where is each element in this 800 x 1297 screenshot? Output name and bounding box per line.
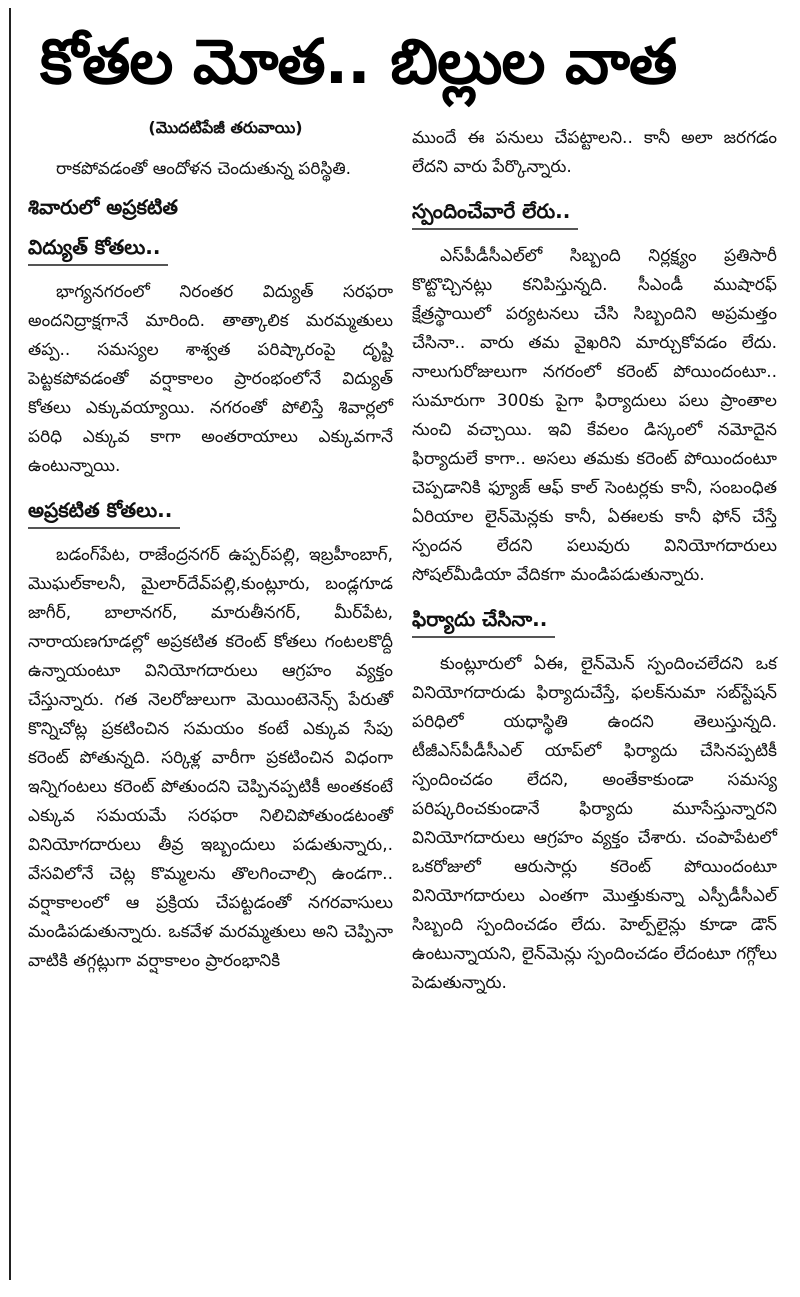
left-para1: భాగ్యనగరంలో నిరంతర విద్యుత్ సరఫరా అందనిద్రాక్షగానే మారింది. తాత్కాలిక మరమ్మతులు తప్ప.. సమస్యల శాశ్వత పరిష్కారంపై దృష్టి పెట్టకపోవడంతో వర్షాకాలం ప్రారంభంలోనే విద్యుత్ కోతలు ఎక్కువయ్యాయి. నగరంతో పోలిస్తే శివార్లలో పరిధి ఎక్కువ కాగా అంతరాయాలు ఎక్కువగానే ఉంటున్నాయి. [28,282,393,476]
headline: కోతల మోత.. బిల్లుల వాత [40,25,677,98]
right-para1: ఎస్‌పీడీసీఎల్‌లో సిబ్బంది నిర్లక్ష్యం ప్రతిసారీ కొట్టొచ్చినట్లు కనిపిస్తున్నది. సీఎండీ ముషారఫ్ క్షేత్రస్థాయిలో పర్యటనలు చేసి సిబ్బందిని అప్రమత్తం చేసినా.. వారు తమ వైఖరిని మార్చుకోవడం లేదు. నాలుగురోజులుగా నగరంలో కరెంట్ పోయిందంటూ.. సుమారుగా 300కు పైగా ఫిర్యాదులు పలు ప్రాంతాల నుంచి వచ్చాయి. ఇవి కేవలం డిస్కంలో నమోదైన ఫిర్యాదులే కాగా.. అసలు తమకు కరెంట్ పోయిందంటూ చెప్పడానికి ఫ్యూజ్ ఆఫ్ కాల్ సెంటర్లకు కానీ, సంబంధిత ఏరియాల లైన్‌మెన్లకు కానీ, ఏఈలకు కానీ ఫోన్ చేస్తే స్పందన లేదని పలువురు వినియోగదారులు సోషల్‌మీడియా వేదికగా మండిపడుతున్నారు. [412,246,777,585]
left-section1-line2: విద్యుత్ కోతలు.. [28,230,168,266]
left-para2: బడంగ్‌పేట, రాజేంద్రనగర్ ఉప్పర్‌పల్లి, ఇబ్రహీంబాగ్, మొఘల్‌కాలనీ, మైలార్‌దేవ్‌పల్లి,కుంట్లూరు, బండ్లగూడ జాగీర్, బాలానగర్, మారుతీనగర్, మీర్‌పేట, నారాయణగూడల్లో అప్రకటిత కరెంట్ కోతలు గంటలకొద్దీ ఉన్నాయంటూ వినియోగదారులు ఆగ్రహం వ్యక్తం చేస్తున్నారు. గత నెలరోజులుగా మెయింటెనెన్స్ పేరుతో కొన్నిచోట్ల ప్రకటించిన సమయం కంటే ఎక్కువ సేపు కరెంట్ పోతున్నది. సర్కిళ్ల వారీగా ప్రకటించిన విధంగా ఇన్నిగంటలు కరెంట్ పోతుందని చెప్పినప్పటికీ అంతకంటే ఎక్కువ సమయమే సరఫరా నిలిచిపోతుండటంతో వినియోగదారులు తీవ్ర ఇబ్బందులు పడుతున్నారు,. వేసవిలోనే చెట్ల కొమ్మలను తొలగించాల్సి ఉండగా.. వర్షాకాలంలో ఆ ప్రక్రియ చేపట్టడంతో నగరవాసులు మండిపడుతున్నారు. ఒకవేళ మరమ్మతులు అని చెప్పినా వాటికి తగ్గట్లుగా వర్షాకాలం ప్రారంభానికి [28,545,393,971]
left-section1-line1: శివారులో అప్రకటిత [28,195,178,219]
right-section2: ఫిర్యాదు చేసినా.. [412,602,555,638]
right-column [412,124,777,1004]
right-para2: కుంట్లూరులో ఏఈ, లైన్‌మెన్ స్పందించలేదని ఒక వినియోగదారుడు ఫిర్యాదుచేస్తే, ఫలక్‌నుమా సబ్‌స్టేషన్ పరిధిలో యధాస్థితి ఉందని తెలుస్తున్నది. టీజీఎస్‌పీడీసీఎల్ యాప్‌లో ఫిర్యాదు చేసినప్పటికీ స్పందించడం లేదని, అంతేకాకుండా సమస్య పరిష్కరించకుండానే ఫిర్యాదు మూసేస్తున్నారని వినియోగదారులు ఆగ్రహం వ్యక్తం చేశారు. చంపాపేటలో ఒకరోజులో ఆరుసార్లు కరెంట్ పోయిందంటూ వినియోగదారులు ఎంతగా మొత్తుకున్నా ఎస్పీడీసీఎల్ సిబ్బంది స్పందించడం లేదు. హెల్ప్‌లైన్లు కూడా డౌన్ ఉంటున్నాయని, లైన్‌మెన్లు స్పందించడం లేదంటూ గగ్గోలు పెడుతున్నారు. [412,654,777,993]
left-column [28,118,393,982]
column-rule [9,8,11,1280]
right-section1: స్పందించేవారే లేరు.. [412,194,578,230]
left-section2: అప్రకటిత కోతలు.. [28,493,180,529]
left-intro: రాకపోవడంతో ఆందోళన చెందుతున్న పరిస్థితి. [56,159,352,179]
right-intro: ముందే ఈ పనులు చేపట్టాలని.. కానీ అలా జరగడం లేదని వారు పేర్కొన్నారు. [412,128,777,177]
continued-label: (మొదటిపేజీ తరువాయి) [148,118,303,137]
